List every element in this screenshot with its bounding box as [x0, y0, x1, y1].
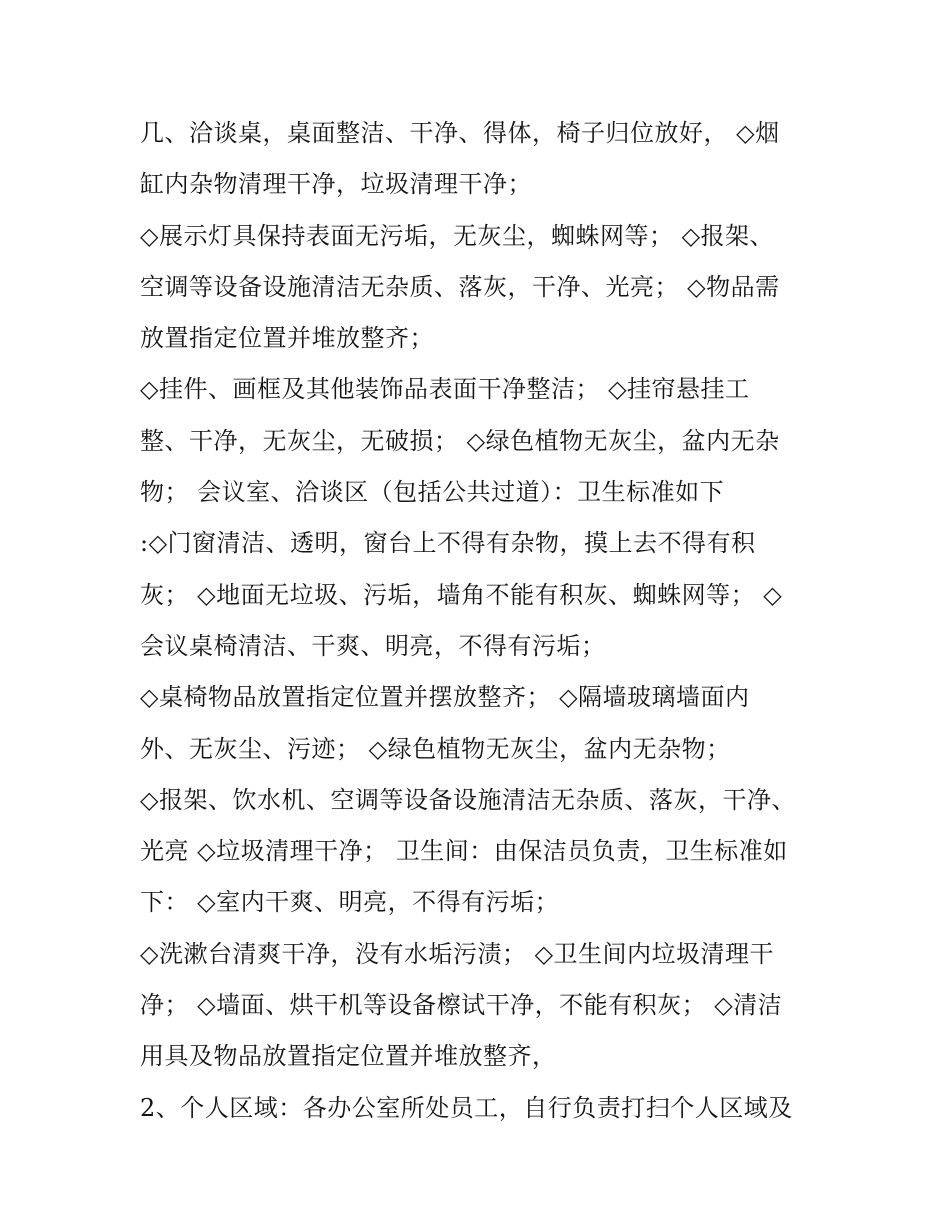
text-line: 整、干净，无灰尘，无破损； ◇绿色植物无灰尘，盆内无杂: [140, 426, 780, 455]
text-line: 缸内杂物清理干净，垃圾清理干净；: [140, 170, 532, 199]
text-line: 下： ◇室内干爽、明亮，不得有污垢；: [140, 888, 560, 917]
text-line: 物； 会议室、洽谈区（包括公共过道）：卫生标准如下: [140, 478, 725, 507]
text-line: 会议桌椅清洁、干爽、明亮，不得有污垢；: [140, 631, 606, 660]
document-body: [140, 108, 820, 1134]
text-line: ◇展示灯具保持表面无污垢，无灰尘，蜘蛛网等； ◇报架、: [140, 221, 775, 250]
text-line: 空调等设备设施清洁无杂质、落灰，干净、光亮； ◇物品需: [140, 272, 780, 301]
text-line: 净； ◇墙面、烘干机等设备檫试干净，不能有积灰； ◇清洁: [140, 991, 783, 1020]
text-line: ◇报架、饮水机、空调等设备设施清洁无杂质、落灰，干净、: [140, 785, 796, 814]
text-line: 2、个人区域：各办公室所处员工，自行负责打扫个人区域及: [140, 1093, 793, 1122]
text-line: 用具及物品放置指定位置并堆放整齐，: [140, 1042, 557, 1071]
text-line: 放置指定位置并堆放整齐；: [140, 324, 434, 353]
text-line: ◇洗漱台清爽干净，没有水垢污渍； ◇卫生间内垃圾清理干: [140, 939, 775, 968]
text-line: 灰； ◇地面无垃圾、污垢，墙角不能有积灰、蜘蛛网等； ◇: [140, 580, 783, 609]
text-line: 外、无灰尘、污迹； ◇绿色植物无灰尘，盆内无杂物；: [140, 734, 731, 763]
text-line: ◇挂件、画框及其他装饰品表面干净整洁； ◇挂帘悬挂工: [140, 375, 750, 404]
text-line: ◇桌椅物品放置指定位置并摆放整齐； ◇隔墙玻璃墙面内: [140, 683, 750, 712]
text-line: 几、洽谈桌，桌面整洁、干净、得体，椅子归位放好， ◇烟: [140, 119, 780, 147]
text-line: 光亮 ◇垃圾清理干净； 卫生间：由保洁员负责，卫生标准如: [140, 837, 788, 866]
text-line: :◇门窗清洁、透明，窗台上不得有杂物，摸上去不得有积: [140, 529, 756, 558]
